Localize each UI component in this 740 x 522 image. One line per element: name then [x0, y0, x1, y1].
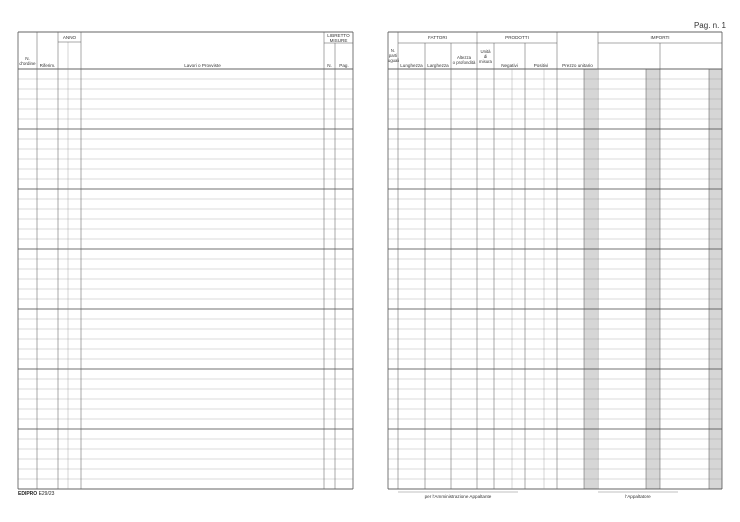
header-prezzo-unitario: Prezzo unitario — [562, 63, 593, 68]
header-fattori: FATTORI — [428, 35, 447, 40]
header-libretto-numero: N. — [327, 63, 332, 68]
header-lunghezza: Lunghezza — [400, 63, 423, 68]
footer-amministrazione: per l'Amministrazione Appaltante — [424, 494, 492, 499]
header-lavori-provviste: Lavori o Provviste — [184, 63, 221, 68]
form-code: E29/23 — [38, 491, 55, 497]
header-unita-misura: Unità di misura — [479, 49, 492, 64]
page-number: Pag. n. 1 — [693, 21, 726, 30]
publisher-logo: EDIPRO — [18, 491, 38, 497]
header-negativi: Negativi — [501, 63, 518, 68]
publisher-brand — [18, 491, 54, 497]
footer-appaltatore: l'Appaltatore — [625, 494, 651, 499]
header-positivi: Positivi — [533, 63, 549, 68]
header-numero-ordine: N. d'ordine — [19, 56, 36, 66]
header-parti-uguali: N. parti uguali — [388, 48, 400, 63]
header-riferimento: Riferim. — [39, 63, 56, 68]
header-importi: IMPORTI — [650, 35, 670, 40]
header-libretto-pagina: Pag. — [339, 63, 349, 68]
header-altezza: Altezza o profondità — [452, 55, 476, 65]
header-libretto-misure: LIBRETTO MISURE — [327, 33, 350, 43]
header-prodotti: PRODOTTI — [505, 35, 529, 40]
header-anno: ANNO — [62, 35, 77, 40]
header-larghezza: Larghezza — [427, 63, 449, 68]
